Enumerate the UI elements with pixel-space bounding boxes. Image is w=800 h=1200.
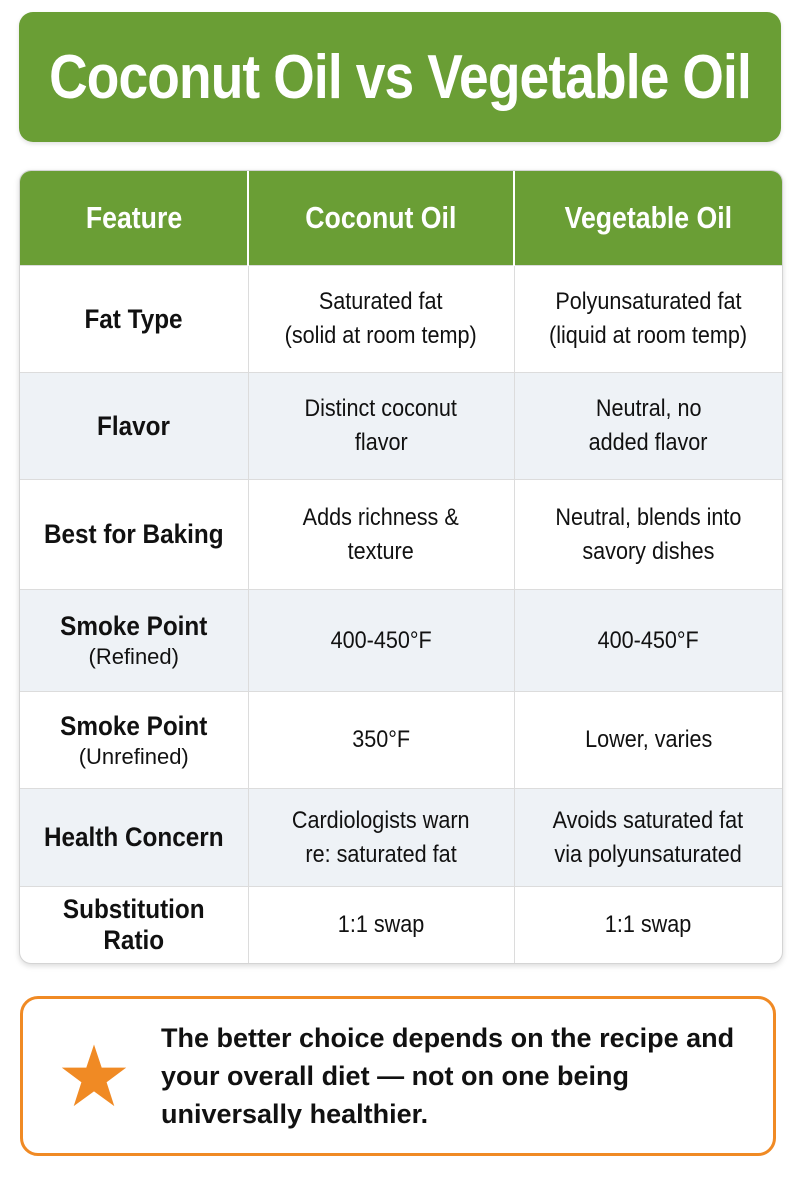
vegetable-cell: Avoids saturated fat via polyunsaturated	[514, 789, 782, 887]
table-row	[20, 373, 782, 480]
coconut-cell: Cardiologists warn re: saturated fat	[248, 789, 514, 887]
title-banner	[19, 12, 781, 142]
header-coconut-oil: Coconut Oil	[248, 171, 514, 266]
takeaway-callout	[20, 996, 776, 1156]
coconut-cell: 400-450°F	[248, 590, 514, 692]
table-row	[20, 887, 782, 964]
vegetable-cell: 400-450°F	[514, 590, 782, 692]
row-feature-label: Substitution Ratio	[20, 887, 248, 964]
vegetable-cell: Lower, varies	[584, 726, 712, 753]
coconut-cell: Distinct coconut flavor	[248, 373, 514, 480]
table-row	[20, 590, 782, 692]
row-feature-label: Smoke Point (Refined)	[20, 590, 248, 692]
row-feature-label: Flavor	[20, 373, 248, 480]
vegetable-cell: Polyunsaturated fat (liquid at room temp)	[549, 288, 748, 349]
row-feature-label: Fat Type	[20, 266, 248, 373]
vegetable-cell: 1:1 swap	[605, 911, 692, 938]
header-feature: Feature	[20, 171, 248, 266]
table-header-row	[20, 171, 782, 266]
header-vegetable-oil: Vegetable Oil	[514, 171, 782, 266]
coconut-cell: Adds richness & texture	[248, 480, 514, 590]
vegetable-cell: Neutral, blends into savory dishes	[555, 503, 742, 565]
table-row	[20, 692, 782, 789]
row-feature-label: Best for Baking	[20, 480, 248, 590]
table-row	[20, 789, 782, 887]
table-row	[20, 266, 782, 373]
row-feature-label: Health Concern	[20, 789, 248, 887]
coconut-cell: Saturated fat (solid at room temp)	[248, 266, 514, 373]
coconut-cell: 1:1 swap	[248, 887, 514, 964]
table-row	[20, 480, 782, 590]
page-title: Coconut Oil vs Vegetable Oil	[49, 42, 751, 112]
coconut-cell: 350°F	[248, 692, 514, 789]
vegetable-cell: Neutral, no added flavor	[514, 373, 782, 480]
star-icon	[59, 1041, 129, 1111]
row-feature-label: Smoke Point (Unrefined)	[20, 692, 248, 789]
comparison-table	[19, 170, 783, 964]
callout-text: The better choice depends on the recipe and your overall diet — not on one being universally healthier.	[161, 1023, 735, 1129]
